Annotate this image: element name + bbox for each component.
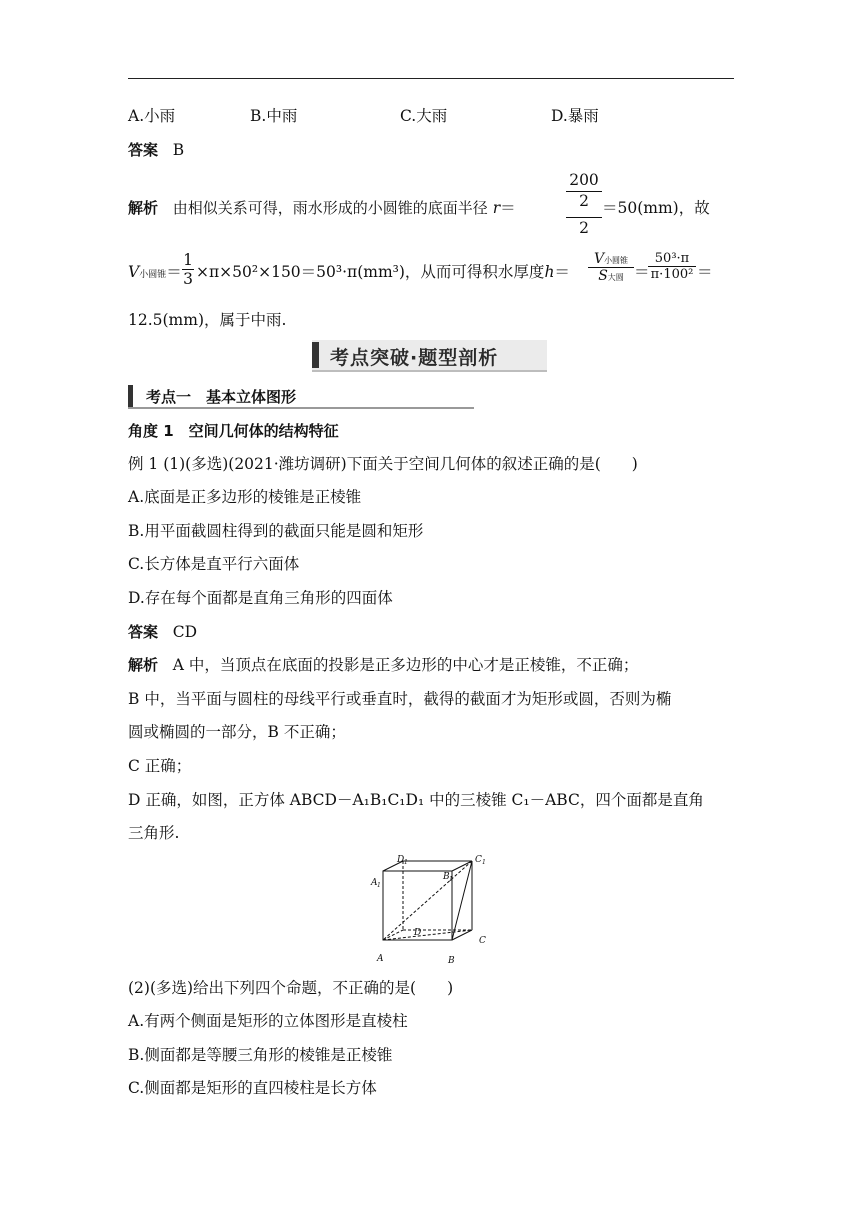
fraction-result (648, 251, 696, 282)
label-d: D (414, 928, 422, 938)
top-rule (128, 78, 734, 79)
ex2-option-b: B.侧面都是等腰三角形的棱锥是正棱锥 (128, 1046, 393, 1064)
ex1-analysis-b2: 圆或椭圆的一部分，B 不正确； (128, 723, 346, 741)
var-h: h (544, 263, 555, 281)
equals: ＝ (500, 199, 516, 217)
res-num: 50³·π (654, 251, 690, 266)
frac-top: 200 (569, 171, 599, 189)
kaodian-mark (128, 385, 133, 407)
ex1-analysis-a: A 中，当顶点在底面的投影是正多边形的中心才是正棱锥，不正确； (172, 656, 639, 674)
frac-bot: 2 (579, 219, 589, 237)
ex2-option-a: A.有两个侧面是矩形的立体图形是直棱柱 (128, 1012, 408, 1030)
ex1-answer (128, 622, 197, 642)
label-b1: B (443, 872, 450, 882)
ex1-option-d: D.存在每个面都是直角三角形的四面体 (128, 589, 393, 607)
third-num: 1 (183, 251, 193, 269)
ex1-answer-value: CD (172, 623, 198, 641)
ex1-analysis-1 (128, 655, 638, 675)
ex1-analysis-label: 解析 (128, 656, 159, 674)
third-den: 3 (183, 270, 193, 288)
ex1-analysis-b: B 中，当平面与圆柱的母线平行或垂直时，截得的截面才为矩形或圆，否则为椭 (128, 690, 672, 708)
label-c1-sub: 1 (482, 859, 486, 866)
fraction-v-over-s (588, 251, 634, 284)
section-banner (312, 340, 547, 372)
cube-figure (366, 852, 496, 970)
analysis-line-1 (128, 198, 516, 218)
ex2-option-c: C.侧面都是矩形的直四棱柱是长方体 (128, 1079, 377, 1097)
ex1-analysis-d: D 正确，如图，正方体 ABCD－A₁B₁C₁D₁ 中的三棱锥 C₁－ABC，四个面都是直角 (128, 791, 704, 809)
label-c1: C (475, 855, 482, 865)
option-a: A.小雨 (128, 107, 176, 125)
label-a1-sub: 1 (377, 882, 381, 889)
ex1-option-b: B.用平面截圆柱得到的截面只能是圆和矩形 (128, 522, 424, 540)
label-d1-sub: 1 (404, 859, 408, 866)
example1-part2-question: (2)(多选)给出下列四个命题，不正确的是( ) (128, 979, 454, 997)
var-r: r (492, 199, 501, 217)
ex1-analysis-c: C 正确； (128, 757, 192, 775)
vs-den-sub: 大圆 (607, 273, 624, 282)
kaodian-rule (128, 407, 474, 409)
option-d: D.暴雨 (551, 107, 599, 125)
label-a1: A (371, 878, 378, 888)
answer-line (128, 140, 184, 160)
analysis-line-2 (128, 262, 182, 285)
expr-volume: ×π×50²×150＝50³·π(mm³)，从而可得积水厚度 (196, 263, 545, 281)
sub-small-cone: 小圆锥 (139, 270, 167, 280)
banner-mark (312, 342, 319, 368)
vs-num-sub: 小圆锥 (604, 256, 629, 265)
equals: ＝ (166, 263, 182, 281)
ex1-option-a: A.底面是正多边形的棱锥是正棱锥 (128, 488, 362, 506)
label-c: C (479, 936, 486, 946)
answer-label: 答案 (128, 141, 159, 159)
analysis-line-1-post: ＝50(mm)，故 (602, 199, 710, 217)
equals: ＝ (697, 263, 713, 281)
edge-c1-b (452, 861, 472, 940)
label-a: A (377, 954, 384, 964)
label-b1-sub: 1 (449, 876, 453, 883)
edge-b1-c1 (452, 861, 472, 871)
jiaodu-heading: 角度 1 空间几何体的结构特征 (128, 422, 339, 440)
ex1-answer-label: 答案 (128, 623, 159, 641)
ex1-option-c: C.长方体是直平行六面体 (128, 555, 300, 573)
analysis-text: 由相似关系可得，雨水形成的小圆锥的底面半径 (172, 199, 488, 217)
example1-question: 例 1 (1)(多选)(2021·潍坊调研)下面关于空间几何体的叙述正确的是( ) (128, 455, 638, 473)
edge-a-c (383, 930, 472, 940)
var-V: V (128, 263, 140, 281)
equals: ＝ (554, 263, 570, 281)
equals: ＝ (634, 263, 650, 281)
frac-mid: 2 (566, 191, 602, 210)
res-den: π·100² (648, 266, 696, 282)
label-b: B (448, 956, 455, 966)
option-c: C.大雨 (400, 107, 448, 125)
ex1-analysis-d2: 三角形. (128, 824, 180, 842)
fraction-third (182, 251, 194, 288)
banner-title: 考点突破·题型剖析 (330, 347, 499, 369)
analysis-line-2-mid (196, 262, 570, 282)
vs-den: S (598, 268, 608, 284)
nested-fraction (566, 171, 602, 210)
analysis-line-3: 12.5(mm)，属于中雨. (128, 311, 287, 329)
option-b: B.中雨 (250, 107, 298, 125)
edge-c1-a (383, 861, 472, 940)
label-d1: D (397, 855, 405, 865)
vs-num: V (593, 251, 605, 267)
kaodian-title: 考点一 基本立体图形 (146, 388, 297, 406)
frac-main-bar (566, 217, 602, 218)
kaodian-heading (128, 385, 474, 407)
answer-value: B (172, 141, 185, 159)
analysis-label: 解析 (128, 199, 159, 217)
